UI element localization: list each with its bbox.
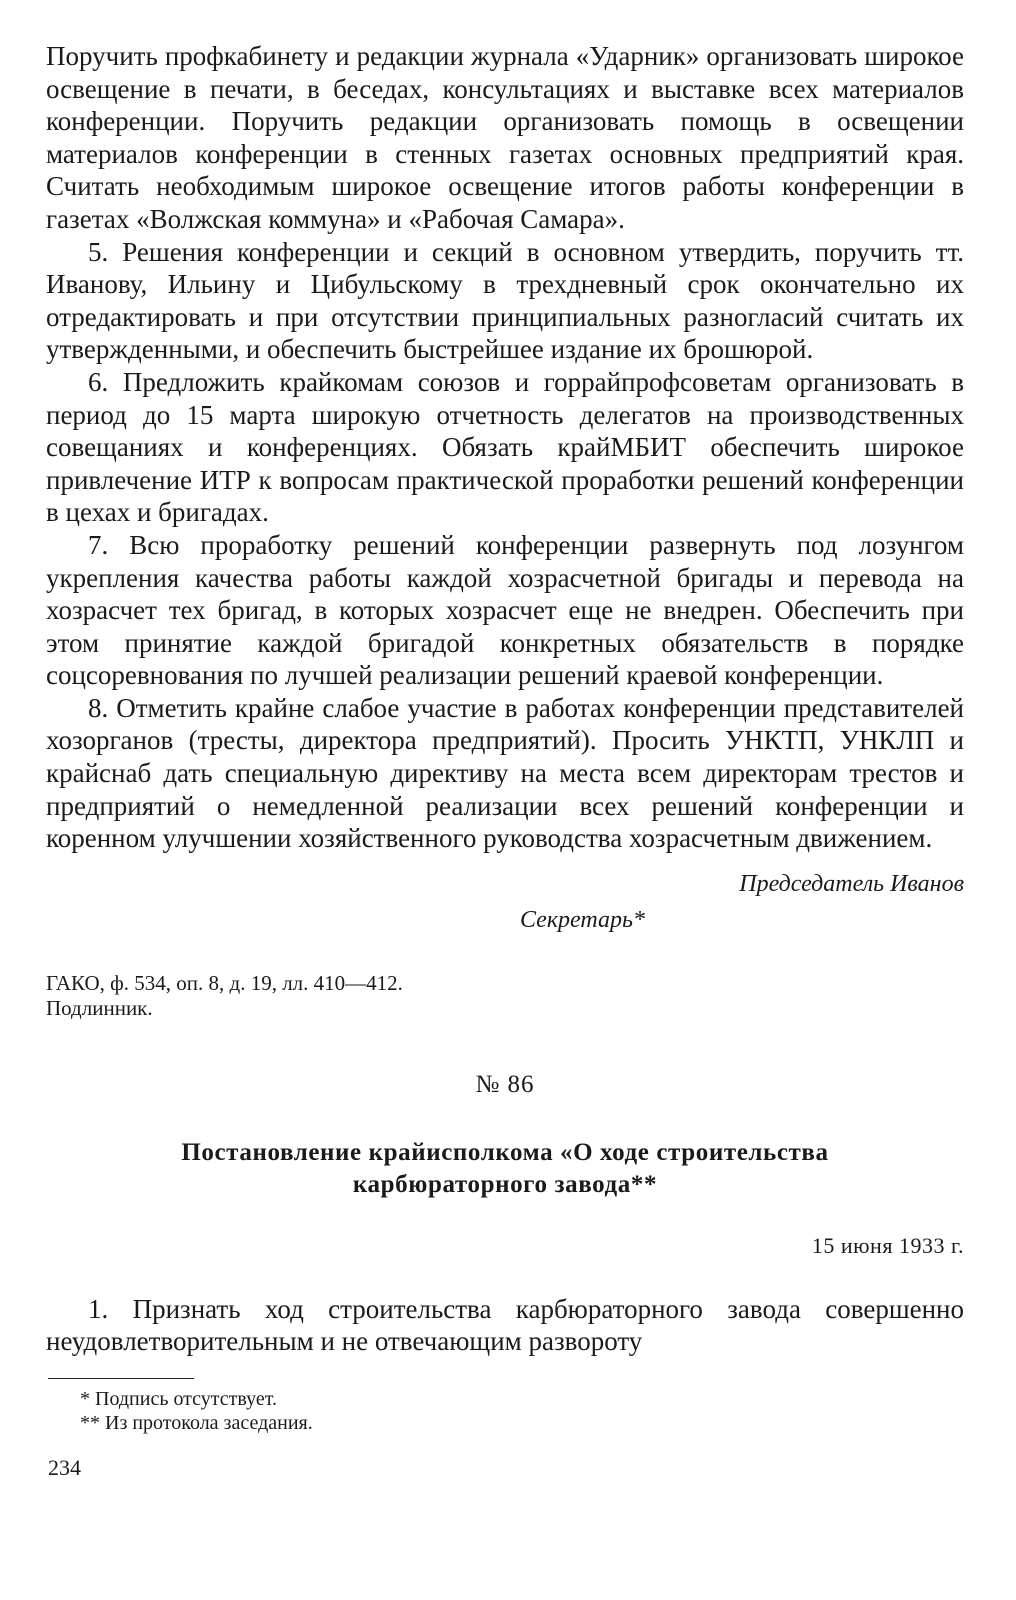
document-title [46, 1137, 964, 1201]
document-page [46, 40, 964, 1481]
document-date: 15 июня 1933 г. [811, 1232, 964, 1258]
footnote-1: * Подпись отсутствует. [80, 1388, 277, 1411]
document-title-line-1: Постановление крайисполкома «О ходе строительства [181, 1138, 829, 1166]
archive-note: Подлинник. [46, 995, 153, 1020]
paragraph-item-5: 5. Решения конференции и секций в основном утвердить, поручить тт. Иванову, Ильину и Цибульскому в трехдневный срок окончательно их отредактировать и при отсутствии принципиальных разногласий считать их утвержденными, и обеспечить быстрейшее издание их брошюрой. [46, 236, 964, 365]
paragraph-press-coverage: Поручить профкабинету и редакции журнала «Ударник» организовать широкое освещение в печати, в беседах, консультациях и выставке всех материалов конференции. Поручить редакции организовать помощь в освещении материалов конференции в стенных газетах основных предприятий края. Считать необходимым широкое освещение итогов работы конференции в газетах «Волжская коммуна» и «Рабочая Самара». [46, 41, 964, 234]
paragraph-item-7: 7. Всю проработку решений конференции развернуть под лозунгом укрепления качества работы каждой хозрасчетной бригады и перевода на хозрасчет тех бригад, в которых хозрасчет еще не внедрен. Обеспечить при этом принятие каждой бригадой конкретных обязательств в порядке соцсоревнования по лучшей реализации решений краевой конференции. [46, 529, 964, 691]
signature-block [46, 871, 964, 943]
archive-reference-block [46, 971, 964, 1021]
archive-reference: ГАКО, ф. 534, оп. 8, д. 19, лл. 410—412. [46, 970, 403, 995]
paragraph-item-6: 6. Предложить крайкомам союзов и горрайпрофсоветам организовать в период до 15 марта широкую отчетность делегатов на производственных совещаниях и конференциях. Обязать крайМБИТ обеспечить широкое привлечение ИТР к вопросам практической проработки решений конференции в цехах и бригадах. [46, 366, 964, 528]
chairman-signature: Председатель Иванов [739, 870, 964, 897]
footnotes [46, 1387, 964, 1435]
footnote-2: ** Из протокола заседания. [80, 1412, 313, 1435]
paragraph-item-1: 1. Признать ход строительства карбюраторного завода совершенно неудовлетворительным и не отвечающим развороту [46, 1293, 964, 1357]
paragraph-item-8: 8. Отметить крайне слабое участие в работах конференции представителей хозорганов (тресты, директора предприятий). Просить УНКТП, УНКЛП и крайснаб дать специальную директиву на места всем директорам трестов и предприятий о немедленной реализации всех решений конференции и коренном улучшении хозяйственного руководства хозрасчетным движением. [46, 692, 964, 854]
secretary-signature: Секретарь* [520, 906, 645, 933]
footnote-divider [48, 1378, 194, 1379]
page-number: 234 [48, 1455, 81, 1481]
document-number: № 86 [475, 1070, 535, 1098]
document-title-line-2: карбюраторного завода** [352, 1170, 658, 1198]
